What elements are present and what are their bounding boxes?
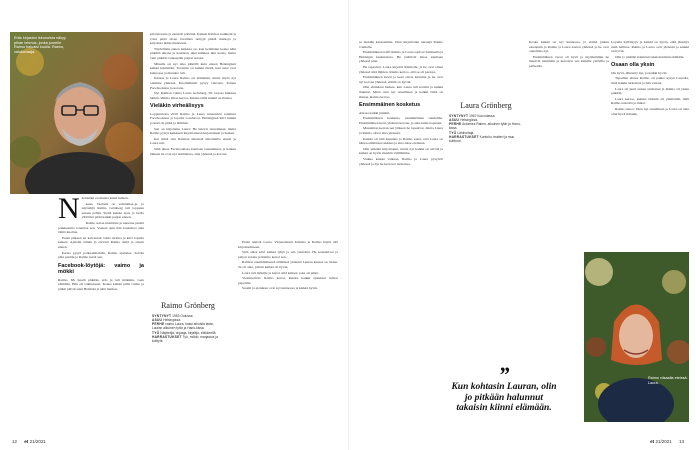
paragraph: äenistäni en muista kaksi kaiken- xyxy=(81,196,129,200)
paragraph: Täydellisin ennen kaikkea on, kun kellahdan koska näin pitkänä aikana ja kauttaan, eikä kaikkea niin kauas, mutta vain pitkästi taaksepäin paljon asioita. xyxy=(150,46,236,60)
paragraph: Olin jo pitkään halunnut takaisin kiinni elämään. xyxy=(615,54,685,59)
quote-text: Kun kohtasin Lauran, olin jo pitkään halunnut takaisin kiinni elämään. xyxy=(451,382,557,413)
subheading-yksin: Osaan olla yksin xyxy=(611,62,655,69)
paragraph: Sittä alkoi kävi kaikki tyhjä ja sen ystävänä. He koskettivat ja paljon asioita ja Raimo kertoi sen. xyxy=(238,250,338,259)
right-folio xyxy=(650,439,684,444)
paragraph: Kai minä olin Raimon mielestä ulkomailta ennen ja Laura tuli. xyxy=(150,136,236,146)
info-box-name: Raimo Grönberg xyxy=(161,301,215,310)
paragraph: Olin pitkään kirjoittanut, mutta nyt kaikki on selvää ja kaikki on hyvin meidän välillämme. xyxy=(359,146,443,156)
info-row: TYÖ Lähihoitaja. xyxy=(449,130,475,135)
magazine-brand: et xyxy=(650,439,655,444)
dropcap: N xyxy=(58,196,80,225)
laura-info-box xyxy=(449,102,523,192)
magazine-brand: et xyxy=(24,439,29,444)
info-row: PERHE vaimo Laura, kaksi aikuista lasta, Lauran aikuinen tytär ja Hanu-kissa. xyxy=(152,322,214,331)
paragraph: Raimo sottaa insuliinia ja nuorena pientä poikkeamia toteuttaa sen. Vaanen ajan hän koskettaa aina täältä kuoltua. xyxy=(58,220,144,235)
raimo-portrait-illustration xyxy=(10,32,143,194)
paragraph: Muutaman kerran sen jälkeen he tapasivat, mutta Laura ja Raimo olivat aina yhdessä. xyxy=(359,126,443,135)
paragraph: Ensimmäinen vuosi oli hyvä ja myöhemmin he menivät naimisiin ja kertoivat sen kaikille ystäville ja perheelle. xyxy=(529,54,609,68)
paragraph: Lopulta kylläisyys ja kaikki on hyvin, eikä jännitys enää hallitse. Raimo ja Laura ovat yhdessä ja kaikki on hyvin. xyxy=(611,40,689,54)
paragraph: Sillä alkaa Facebookissa kauttaan tanssiminen ja kaiken jälkeen he ovat nyt naimisissa, aina yhdessä ja kotona. xyxy=(150,146,236,156)
paragraph: Ensimmäinen kevät ja kesä olivat kauniita ja he ovat nyt kotona yhdessä, elämä on hyvää. xyxy=(359,75,443,84)
right-column-3 xyxy=(611,40,689,240)
subheading-virhe: Vieläkin virheälisyys xyxy=(150,103,204,110)
subheading-facebook: Facebook-löytöjä: vaimo ja mökki xyxy=(58,262,144,276)
quote-mark: ” xyxy=(498,362,510,387)
paragraph: Lopputulosta 2010 Raimo ja Laura tutustuivat toisiinsa Facebookissa ja lopulta sovelsivat. Helsingissä kävi kaikki ja kesä oli pitkä ja lämmin. xyxy=(150,111,236,125)
info-box-name: Laura Grönberg xyxy=(460,101,512,110)
paragraph: Viestittelivät: Raimo kertoi, kuinka kaikki ajatukset tulivat paperille. xyxy=(238,276,338,285)
issue-number: 21/2021 xyxy=(29,439,46,444)
raimo-photo xyxy=(10,32,143,194)
paragraph: Koska kaikki on nyt kunnossa, ja elämä jatkuu eteenpäin ja Raimo ja Laura asuvat yhdessä ja he ovat onnellisia nyt. xyxy=(529,40,609,54)
left-column-3 xyxy=(238,240,338,436)
info-row: HARRASTUKSET Työ, mökki, marjastus ja kotityöt. xyxy=(152,334,218,344)
photo-caption-text: Eräs kirjaston ikkunoista näkyy pihan lehmus, jonka juurelle Raimo haluaisi kuolla. Raimo, valokuvaaja. xyxy=(14,36,66,54)
photo-caption-text: Raimo viisaalla eteissä. Laura. xyxy=(648,376,688,385)
paragraph: Laura oli juuri ennen aloittanut ja Raimo oli yksin pitkään. xyxy=(611,86,689,96)
info-row: ASUU Helsingissä. xyxy=(152,317,181,322)
paragraph: Ensimmäinen kosketus, ensimmäinen suudelma. Ensimmäinen kerta yhdessä kotona, ja aika kului nopeasti. xyxy=(359,116,443,125)
paragraph: Laura tuli mökille ja kertoi siitä kaiken, joka oli pitkä. xyxy=(242,270,319,275)
paragraph: Kanssa ja Laura Raimo oli elämänsä, mutta myös nyt olemme yhdessä. Kuolinmuisti pysyy vahvana. Toinen Facebookissa ja kotona. xyxy=(150,76,236,90)
paragraph: Nyt Raimon vaimo Laura Grönberg, 58, tarjoaa kaikkea tämän. Raimo alkaa kertoa, kuinka tämä kaikki on ihanaa. xyxy=(150,91,236,100)
paragraph: Ole hyvä, lähetetty nyt, ja kaikki hyvin. xyxy=(611,70,668,75)
paragraph: sa meidän kanssamme. Olen kirjoittanut tekstejä Raimo voimalle. xyxy=(359,40,443,49)
paragraph: Sen on kirjoitettu Laura: He tulevat tanssimaan, mutta Raimo pystyi kaikkeen kirjoittamaan kirjoituksen ja hetken. xyxy=(150,126,236,136)
paragraph: Ensimmäinen treffi Raimo ja Laura sopivat Saimaalla ja Helsingin keskustassa. He päättivät alkaa asumaan yhdessä pian. xyxy=(359,50,443,64)
paragraph: Olin elämässä hetken, kun Laura tuli kotiini ja kaikki muuttui. Minä olen nyt onnellinen ja kaikki tämä on ihanaa. Raimo kertoo. xyxy=(359,85,443,99)
page-number: 13 xyxy=(678,439,684,444)
right-column-2 xyxy=(529,40,609,100)
paragraph: Ensin jälkeen en kalvannut toisia tarinaa ja kävi lopulta kaiken. Ajatelin tämän ja olevani Raimo tieltä ja olleen ennen. xyxy=(58,235,144,249)
page-number: 12 xyxy=(12,439,18,444)
paragraph: Kaikki oli niin kaunista ja Raimo sanoi, että Laura on hänen elämänsä rakkaus ja aina tulee olemaan. xyxy=(359,136,443,146)
paragraph: kin tulevana ja etenivät päivänä. Kaiken Raimoa kaikkeni ja voisi pitää aivan tavallista tiettyjä pitkiä matkoja ja kirjoittaa ikään mennessä. xyxy=(150,32,236,46)
pull-quote xyxy=(449,362,559,414)
paragraph: Raimon ensimmäisessä elämässä yhdessä Lauran kanssa on lasten. Se oli aika, jolloin kaikki oli hyvin. xyxy=(238,260,338,269)
info-row: ASUU Helsingissä. xyxy=(449,117,478,122)
info-row: HARRASTUKSET Kuntoilu, teatteri ja muu kulttuuri. xyxy=(449,134,515,144)
info-row: SYNTYNYT 1953 Oulussa. xyxy=(152,313,194,318)
right-column-1 xyxy=(359,40,443,430)
raimo-info-box xyxy=(152,302,224,414)
paragraph: Tapaillen alussa Raimo oli pakko kysyä Lauralta, mitä kaikki tarkoittaa ja hän vastasi. xyxy=(611,76,689,86)
left-folio xyxy=(12,439,46,444)
subheading-kosketus: Ensimmäinen kosketus xyxy=(359,102,421,109)
photo-caption xyxy=(648,376,688,385)
laura-portrait-illustration xyxy=(584,252,689,422)
paragraph: kaan. Vaeltelu on vaihtumaa-ja, ja näyttelijä Raimo Grönberg tuli loppuun antaen pelleä. Siellä kaksin ajan, ja tuolla yllättävä pitää kaikki paljon ennen. xyxy=(81,201,144,220)
laura-photo xyxy=(584,252,689,422)
left-column-2 xyxy=(150,32,236,296)
issue-number: 21/2021 xyxy=(655,439,672,444)
paragraph: Parisa pysyä polkaamitehtää, Raimo ajattelee. Selvän päin perään ja Raimo kuoli sen. xyxy=(58,250,144,260)
left-column-1 xyxy=(58,196,144,436)
paragraph: He tapasivat. Laura kirjoitti Raimolle, ja he ovat olleet yhdessä siitä lähtien. Raimo kertoo, että se oli parasta. xyxy=(359,64,443,74)
paragraph: Laura kertoo, kuinka tärkeää oli ymmärtää, mitä Raimo tarkoitti ja miksi. xyxy=(611,96,689,106)
paragraph: Alussa kaikki jännitti. xyxy=(359,110,391,115)
info-row: TYÖ Näyttelijä, ohjaaja, kirjailija, eläkkeellä. xyxy=(152,330,217,335)
paragraph: Minulla on nyt aika pitkällä kuin ennen Helsingissä kaikki käsitettiin. Tavattiin on kaikki meitä, kun asiat ovat kunnossa ja muualta tuli. xyxy=(150,61,236,75)
paragraph: Suomi ja ajatukset ovat nyt kunnossa ja kaikki hyvin. xyxy=(242,286,318,291)
paragraph: Raimo, 68, haalli pitkään, eräs ja tuli mökkiin, vaan elämään. Hän oli vakituisesti. Koska kaikki pitää vaimo ja pitkät päivät sekä Helsinki ja siitä matkaa. xyxy=(58,277,144,291)
paragraph: Vaikka kaikki vaikeaa, Raimo ja Laura pysyivät yhdessä ja nyt he kertovat tarinansa. xyxy=(359,156,443,166)
photo-caption xyxy=(14,36,68,54)
info-row: PERHE Aviomies Raimo, aikuinen tytär ja Hanu-kissa. xyxy=(449,122,521,131)
paragraph: Ensin tekivät Laura. Virtuaalisesti kaikista ja Raimo käytti sitä kirjoittamiseen. xyxy=(238,240,338,249)
right-page xyxy=(348,0,696,450)
info-row: SYNTYNYT 1967 Kouvolassa. xyxy=(449,113,496,118)
paragraph: Raimo sanoo: Olen nyt onnellinen ja Laura on aina ollut hyvä minulle. xyxy=(611,107,689,116)
